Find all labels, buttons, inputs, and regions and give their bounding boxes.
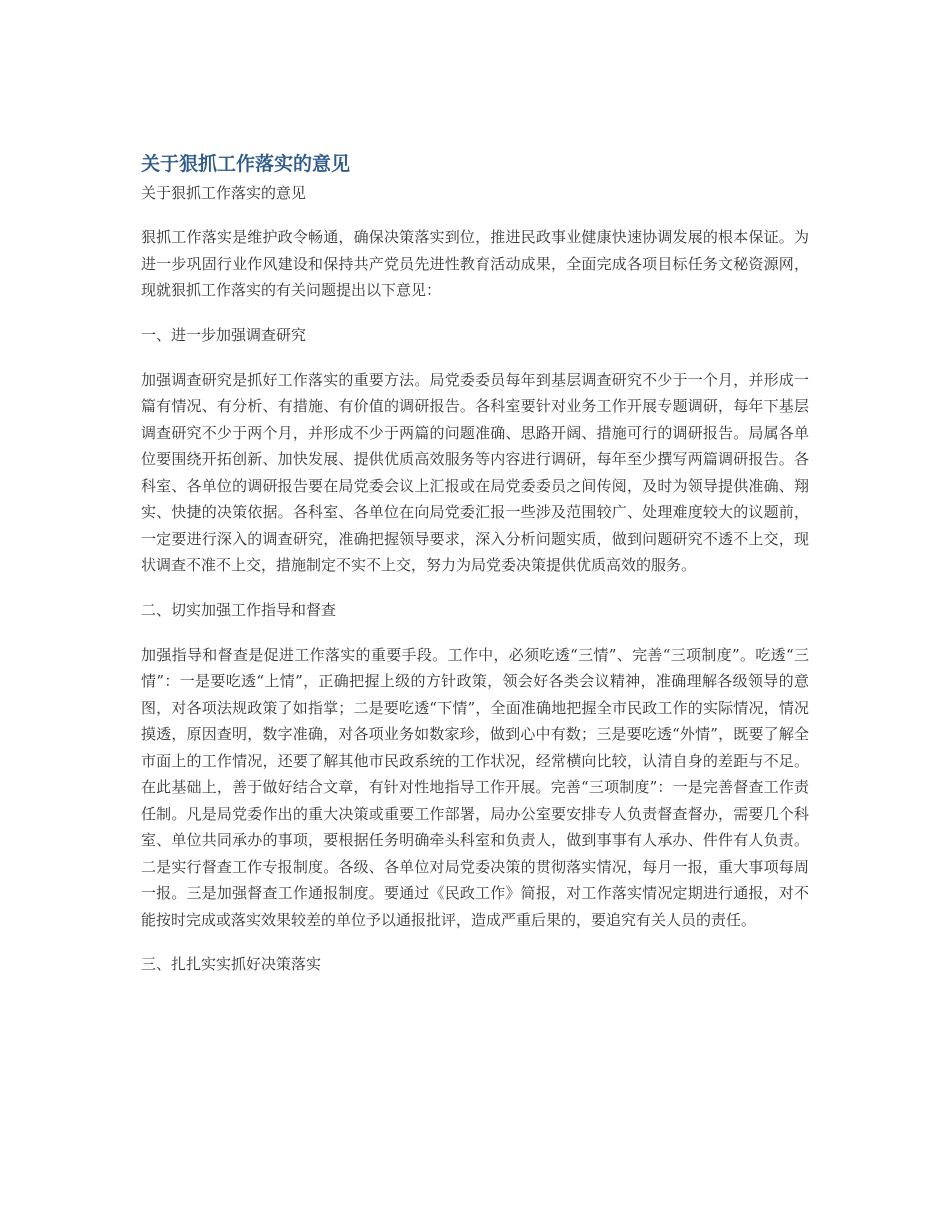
intro-paragraph: 狠抓工作落实是维护政令畅通，确保决策落实到位，推进民政事业健康快速协调发展的根本保证。为进一步巩固行业作风建设和保持共产党员先进性教育活动成果，全面完成各项目标任务文秘资源网，现就狠抓工作落实的有关问题提出以下意见：: [141, 228, 809, 299]
section-body-2: 加强指导和督查是促进工作落实的重要手段。工作中，必须吃透“三情”、完善“三项制度”。吃透“三情”：一是要吃透“上情”，正确把握上级的方针政策，领会好各类会议精神，准确理解各级领导的意图，对各项法规政策了如指掌；二是要吃透“下情”，全面准确地把握全市民政工作的实际情况，情况摸透，原因查明，数字准确，对各项业务如数家珍，做到心中有数；三是要吃透“外情”，既要了解全市面上的工作情况，还要了解其他市民政系统的工作状况，经常横向比较，认清自身的差距与不足。在此基础上，善于做好结合文章，有针对性地指导工作开展。完善“三项制度”：一是完善督查工作责任制。凡是局党委作出的重大决策或重要工作部署，局办公室要安排专人负责督查督办，需要几个科室、单位共同承办的事项，要根据任务明确牵头科室和负责人，做到事事有人承办、件件有人负责。二是实行督查工作专报制度。各级、各单位对局党委决策的贯彻落实情况，每月一报，重大事项每周一报。三是加强督查工作通报制度。要通过《民政工作》简报，对工作落实情况定期进行通报，对不能按时完成或落实效果较差的单位予以通报批评，造成严重后果的，要追究有关人员的责任。: [141, 645, 809, 929]
document-page: [141, 150, 809, 996]
document-subtitle: 关于狠抓工作落实的意见: [141, 184, 307, 202]
section-heading-2: 二、切实加强工作指导和督查: [141, 600, 337, 619]
section-heading-3: 三、扎扎实实抓好决策落实: [141, 955, 322, 973]
page-title: 关于狠抓工作落实的意见: [141, 153, 351, 175]
section-body-1: 加强调查研究是抓好工作落实的重要方法。局党委委员每年到基层调查研究不少于一个月，并形成一篇有情况、有分析、有措施、有价值的调研报告。各科室要针对业务工作开展专题调研，每年下基层调查研究不少于两个月，并形成不少于两篇的问题准确、思路开阔、措施可行的调研报告。局属各单位要围绕开拓创新、加快发展、提供优质高效服务等内容进行调研，每年至少撰写两篇调研报告。各科室、各单位的调研报告要在局党委会议上汇报或在局党委委员之间传阅，及时为领导提供准确、翔实、快捷的决策依据。各科室、各单位在向局党委汇报一些涉及范围较广、处理难度较大的议题前，一定要进行深入的调查研究，准确把握领导要求，深入分析问题实质，做到问题研究不透不上交，现状调查不准不上交，措施制定不实不上交，努力为局党委决策提供优质高效的服务。: [141, 370, 809, 574]
section-heading-1: 一、进一步加强调查研究: [141, 325, 307, 344]
